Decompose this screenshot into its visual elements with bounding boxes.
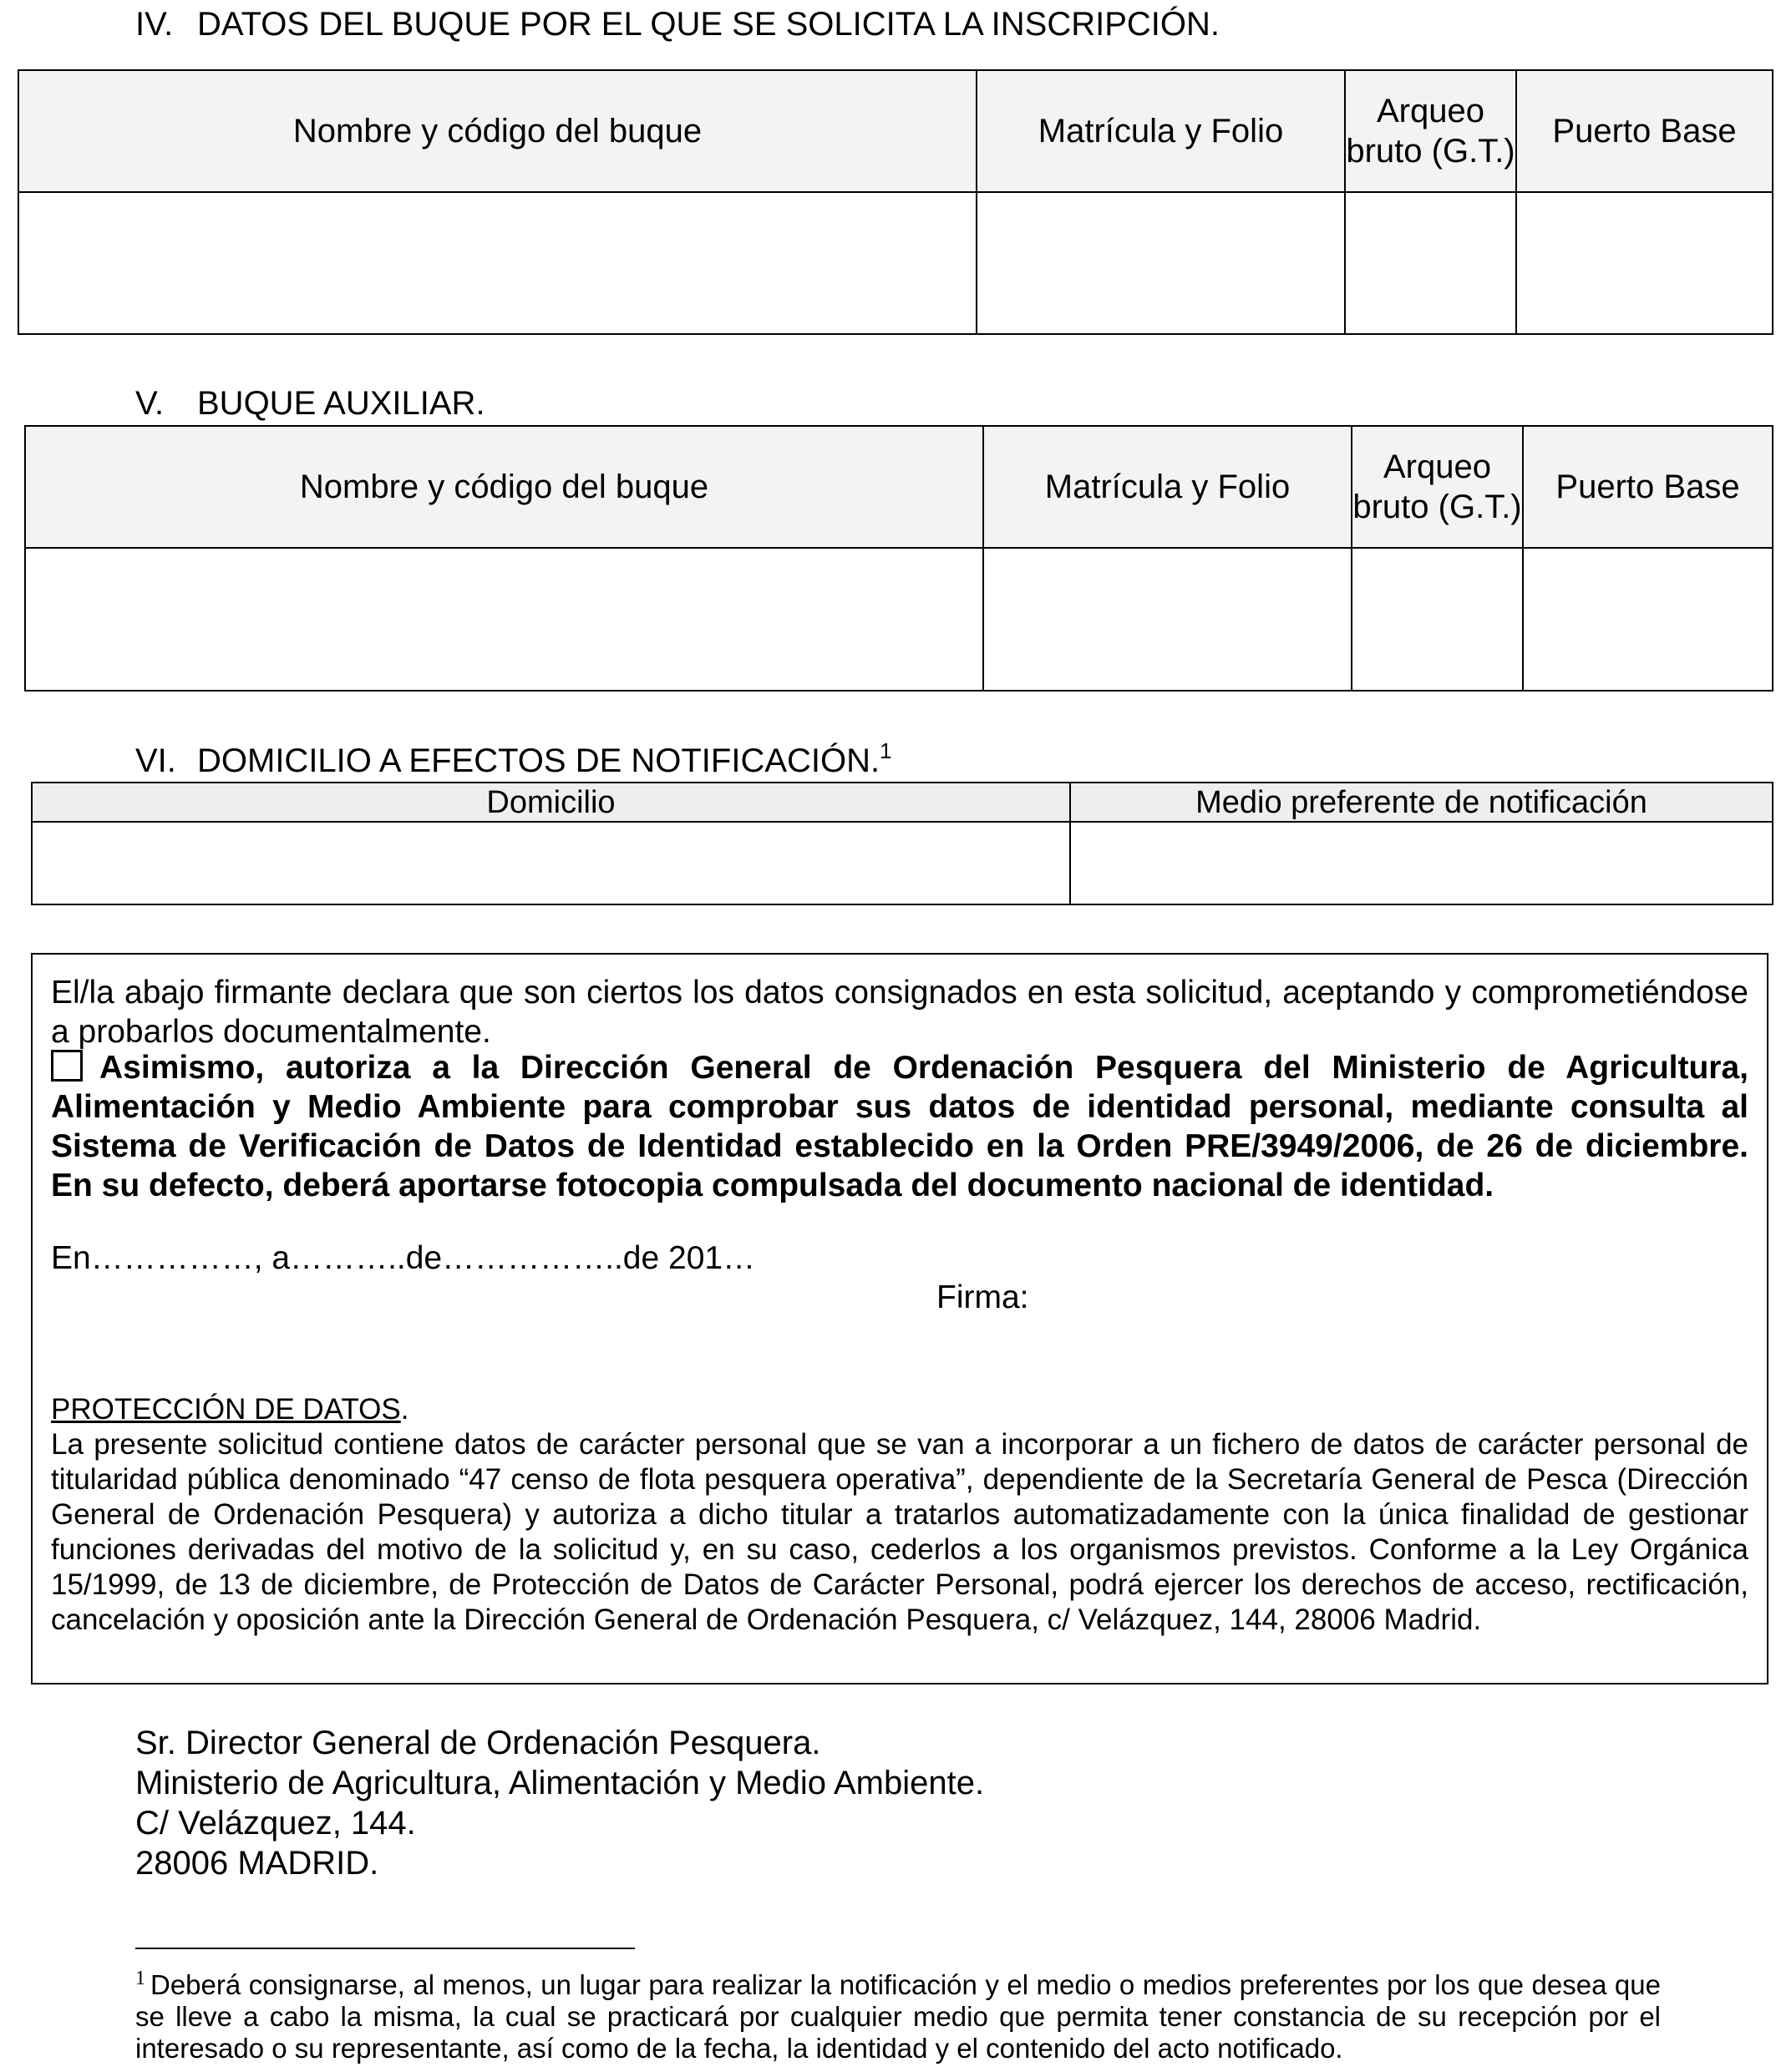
header-aux-base-port: Puerto Base xyxy=(1523,426,1773,548)
field-aux-base-port[interactable] xyxy=(1523,548,1773,691)
footnote-reference: 1 xyxy=(880,738,892,763)
data-protection-title-suffix: . xyxy=(400,1393,409,1426)
field-address[interactable] xyxy=(32,822,1070,904)
section-vi-number: VI. xyxy=(135,742,176,779)
field-vessel-name[interactable] xyxy=(18,192,977,334)
field-aux-registration[interactable] xyxy=(983,548,1352,691)
field-aux-gross-tonnage[interactable] xyxy=(1352,548,1523,691)
footnote xyxy=(135,1969,1661,2064)
field-aux-vessel-name[interactable] xyxy=(25,548,983,691)
header-base-port: Puerto Base xyxy=(1516,70,1773,192)
address-line-1: Sr. Director General de Ordenación Pesquera. xyxy=(135,1725,821,1761)
data-protection-text: La presente solicitud contiene datos de carácter personal que se van a incorporar a un fichero de datos de carácter personal de titularidad pública denominado “47 censo de flota pesquera operativa”, dependiente de la Secretaría General de Pesca (Dirección General de Ordenación Pesquera) y autoriza a dicho titular a tratarlos automatizadamente con la única finalidad de gestionar funciones derivadas del motivo de la solicitud y, en su caso, cederlos a los organismos previstos. Conforme a la Ley Orgánica 15/1999, de 13 de diciembre, de Protección de Datos de Carácter Personal, podrá ejercer los derechos de acceso, rectificación, cancelación y oposición ante la Dirección General de Ordenación Pesquera, c/ Velázquez, 144, 28006 Madrid. xyxy=(51,1428,1748,1636)
header-vessel-name: Nombre y código del buque xyxy=(18,70,977,192)
header-notification-method: Medio preferente de notificación xyxy=(1070,783,1773,822)
header-aux-gross-tonnage: Arqueo bruto (G.T.) xyxy=(1352,426,1523,548)
data-protection-title: PROTECCIÓN DE DATOS xyxy=(51,1393,401,1426)
section-v-title xyxy=(135,384,485,423)
data-protection-heading xyxy=(51,1392,409,1427)
section-iv-number: IV. xyxy=(135,6,174,43)
place-date-line: En……………, a………..de……………..de 201… xyxy=(51,1240,756,1276)
declaration-intro: El/la abajo firmante declara que son ciertos los datos consignados en esta solicitud, aceptando y comprometiéndose a probarlos documentalmente. xyxy=(51,975,1748,1050)
footnote-text: Deberá consignarse, al menos, un lugar para realizar la notificación y el medio o medios preferentes por los que desea que se lleve a cabo la misma, la cual se practicará por cualquier medio que permita tener constancia de su recepción por el interesado o su representante, así como de la fecha, la identidad y el contenido del acto notificado. xyxy=(135,1969,1661,2064)
section-iv-title-text: DATOS DEL BUQUE POR EL QUE SE SOLICITA LA INSCRIPCIÓN. xyxy=(197,6,1220,43)
table-notification-address xyxy=(31,782,1773,905)
address-line-4: 28006 MADRID. xyxy=(135,1845,379,1882)
address-line-2: Ministerio de Agricultura, Alimentación y Medio Ambiente. xyxy=(135,1765,985,1801)
field-registration[interactable] xyxy=(977,192,1345,334)
header-gross-tonnage: Arqueo bruto (G.T.) xyxy=(1345,70,1516,192)
header-address: Domicilio xyxy=(32,783,1070,822)
header-aux-registration: Matrícula y Folio xyxy=(983,426,1352,548)
address-line-3: C/ Velázquez, 144. xyxy=(135,1805,416,1841)
header-aux-vessel-name: Nombre y código del buque xyxy=(25,426,983,548)
footnote-marker: 1 xyxy=(135,1968,145,1989)
declaration-authorization xyxy=(51,1048,1748,1205)
section-v-title-text: BUQUE AUXILIAR. xyxy=(197,385,485,422)
header-registration: Matrícula y Folio xyxy=(977,70,1345,192)
section-vi-title xyxy=(135,738,892,780)
table-vessel xyxy=(18,69,1773,335)
table-auxiliary-vessel xyxy=(24,425,1773,692)
field-base-port[interactable] xyxy=(1516,192,1773,334)
signature-label: Firma: xyxy=(936,1279,1029,1315)
recipient-address xyxy=(135,1723,984,1883)
authorization-checkbox[interactable] xyxy=(51,1050,83,1082)
section-iv-title xyxy=(135,5,1220,43)
declaration-box xyxy=(31,953,1768,1684)
section-v-number: V. xyxy=(135,385,165,422)
field-notification-method[interactable] xyxy=(1070,822,1773,904)
authorization-text: Asimismo, autoriza a la Dirección General de Ordenación Pesquera del Ministerio de Agricultura, Alimentación y Medio Ambiente para comprobar sus datos de identidad personal, mediante consulta al Sistema de Verificación de Datos de Identidad establecido en la Orden PRE/3949/2006, de 26 de diciembre. En su defecto, deberá aportarse fotocopia compulsada del documento nacional de identidad. xyxy=(51,1050,1748,1203)
footnote-separator xyxy=(135,1948,635,1949)
field-gross-tonnage[interactable] xyxy=(1345,192,1516,334)
section-vi-title-text: DOMICILIO A EFECTOS DE NOTIFICACIÓN. xyxy=(197,742,880,779)
